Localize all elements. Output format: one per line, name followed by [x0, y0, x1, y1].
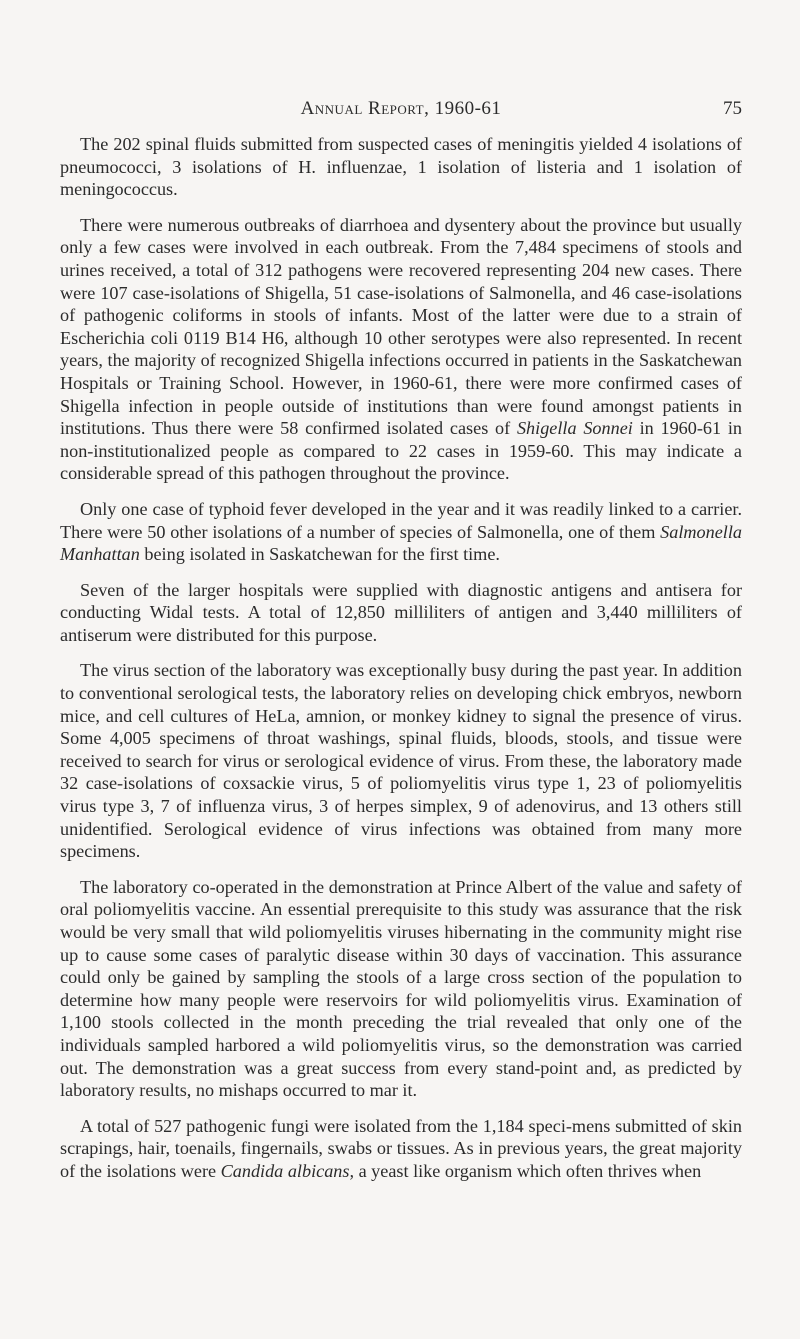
paragraph-text: There were numerous outbreaks of diarrhoea and dysentery about the province but usually only a few cases were involved in each outbreak. From the 7,484 specimens of stools and urines received, a total of 312 pathogens were recovered representing 204 new cases. There were 107 case-isolations of Shigella, 51 case-isolations of Salmonella, and 46 case-isolations of pathogenic coliforms in stools of infants. Most of the latter were due to a strain of Escherichia coli 0119 B14 H6, although 10 other serotypes were also represented. In recent years, the majority of recognized Shigella infections occurred in patients in the Saskatchewan Hospitals or Training School. However, in 1960-61, there were more confirmed cases of Shigella infection in people outside of institutions than were found amongst patients in institutions. Thus there were 58 confirmed isolated cases of — [60, 214, 742, 439]
species-name: Shigella Sonnei — [516, 418, 633, 439]
paragraph-diarrhoea-dysentery — [60, 214, 742, 485]
paragraph-text: being isolated in Saskatchewan for the first time. — [139, 544, 500, 565]
paragraph-text: in 1960-61 in non-institutionalized people as compared to 22 cases in 1959-60. This may indicate a considerable spread of this pathogen throughout the province. — [60, 418, 743, 484]
page-header — [60, 98, 742, 128]
paragraph-text: The laboratory co-operated in the demonstration at Prince Albert of the value and safety of oral poliomyelitis vaccine. An essential prerequisite to this study was assurance that the risk would be very small that wild poliomyelitis viruses hibernating in the community might rise up to cause some cases of paralytic disease within 30 days of vaccination. This assurance could only be gained by sampling the stools of a large cross section of the population to determine how many people were reservoirs for wild poliomyelitis virus. Examination of 1,100 stools collected in the month preceding the trial revealed that only one of the individuals sampled harbored a wild poliomyelitis virus, so the demonstration was carried out. The demonstration was a great success from every stand-point and, as predicted by laboratory results, no mishaps occurred to mar it. — [60, 876, 742, 1101]
paragraph-widal-tests — [60, 579, 742, 647]
page-number: 75 — [723, 98, 742, 119]
paragraph-text: A total of 527 pathogenic fungi were isolated from the 1,184 speci-mens submitted of skin scrapings, hair, toenails, fingernails, swabs or tissues. As in previous years, the great majority of the isolations were — [60, 1115, 742, 1181]
paragraph-polio-vaccine — [60, 876, 742, 1102]
paragraph-fungi — [60, 1115, 742, 1183]
species-name: Salmonella Manhattan — [60, 521, 742, 565]
paragraph-text: The 202 spinal fluids submitted from suspected cases of meningitis yielded 4 isolations of pneumococci, 3 isolations of H. influenzae, 1 isolation of listeria and 1 isolation of meningococcus. — [60, 134, 742, 200]
paragraph-virus-section — [60, 659, 742, 862]
paragraph-text: Only one case of typhoid fever developed in the year and it was readily linked to a carrier. There were 50 other isolations of a number of species of Salmonella, one of them — [60, 498, 742, 542]
paragraph-text: a yeast like organism which often thrives when — [354, 1160, 702, 1181]
paragraph-text: The virus section of the laboratory was exceptionally busy during the past year. In addition to conventional serological tests, the laboratory relies on developing chick embryos, newborn mice, and cell cultures of HeLa, amnion, or monkey kidney to signal the presence of virus. Some 4,005 specimens of throat washings, spinal fluids, bloods, stools, and tissue were received to search for virus or serological evidence of virus. From these, the laboratory made 32 case-isolations of coxsackie virus, 5 of poliomyelitis virus type 1, 23 of poliomyelitis virus type 3, 7 of influenza virus, 3 of herpes simplex, 9 of adenovirus, and 13 others still unidentified. Serological evidence of virus infections was obtained from many more specimens. — [60, 660, 742, 862]
paragraph-meningitis — [60, 133, 742, 201]
species-name: Candida albicans, — [220, 1160, 355, 1181]
paragraph-text: Seven of the larger hospitals were supplied with diagnostic antigens and antisera for conducting Widal tests. A total of 12,850 milliliters of antigen and 3,440 milliliters of antiserum were distributed for this purpose. — [60, 579, 742, 645]
body-text — [60, 133, 742, 1196]
paragraph-typhoid — [60, 498, 742, 566]
running-title: Annual Report, 1960-61 — [300, 98, 502, 119]
